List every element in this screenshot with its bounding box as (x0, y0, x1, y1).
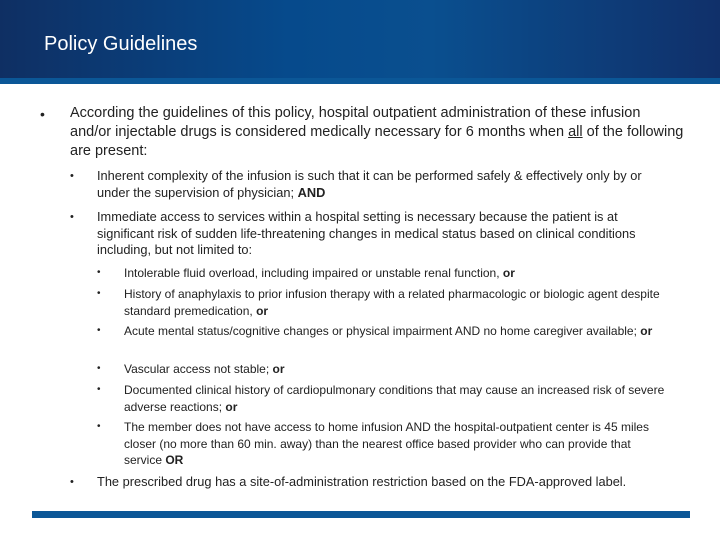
bullet: • (70, 476, 74, 488)
bullet: • (97, 363, 101, 374)
bullet: • (70, 170, 74, 182)
header-stripe (0, 78, 720, 84)
criterion-immediate-access: • Immediate access to services within a hospital setting is necessary because the patient is at significant risk of sudden life-threatening changes in medical status based on clinical conditions including, but not limited to: (70, 209, 636, 257)
footer-bar (32, 511, 690, 518)
bullet: • (97, 384, 101, 395)
condition-item: • Acute mental status/cognitive changes or physical impairment AND no home caregiver available; or (97, 324, 653, 338)
condition-item: • Documented clinical history of cardiopulmonary conditions that may cause an increased risk of severe adverse reactions; or (97, 383, 665, 414)
bullet: • (40, 106, 45, 122)
bullet: • (97, 325, 101, 336)
criterion-complexity: • Inherent complexity of the infusion is such that it can be performed safely & effectively only by or under the supervision of physician; AND (70, 168, 642, 200)
condition-item: • Vascular access not stable; or (97, 362, 285, 376)
condition-item: • History of anaphylaxis to prior infusion therapy with a related pharmacologic or biologic agent despite standard premedication, or (97, 287, 660, 318)
criterion-fda-label: • The prescribed drug has a site-of-administration restriction based on the FDA-approved label. (70, 474, 627, 489)
main-statement: According the guidelines of this policy, hospital outpatient administration of these infusion and/or injectable drugs is considered medically necessary for 6 months when all of the following are present: (70, 105, 684, 159)
condition-item: • The member does not have access to home infusion AND the hospital-outpatient center is 45 miles closer (no more than 60 min. away) than the nearest office based provider who can provide that service OR (97, 420, 649, 467)
bullet: • (97, 288, 101, 299)
bullet: • (97, 267, 101, 278)
condition-item: • Intolerable fluid overload, including impaired or unstable renal function, or (97, 266, 515, 280)
bullet: • (70, 211, 74, 223)
bullet: • (97, 421, 101, 432)
page-title: Policy Guidelines (44, 33, 198, 55)
